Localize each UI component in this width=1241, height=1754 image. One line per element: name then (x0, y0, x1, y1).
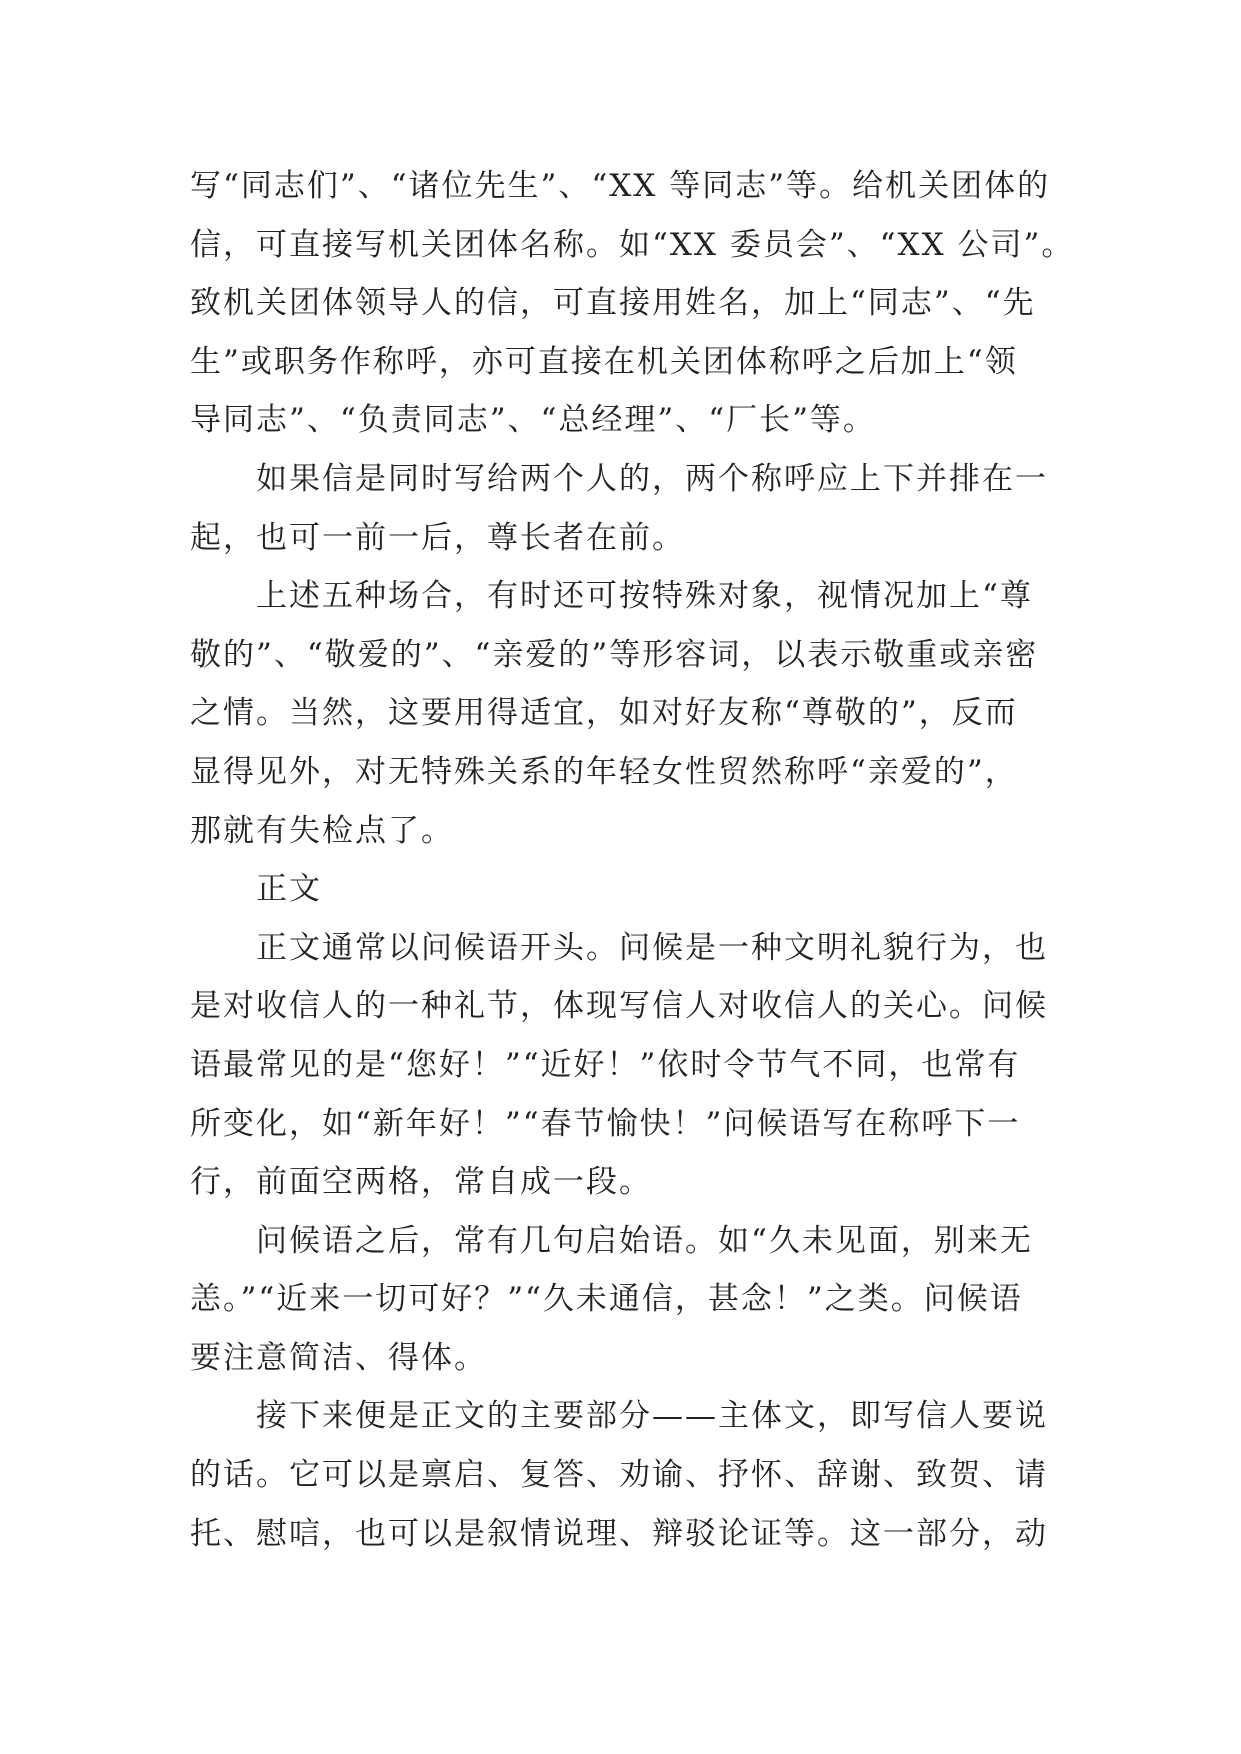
text-line: 致机关团体领导人的信，可直接用姓名，加上“同志”、“先 (190, 285, 1036, 322)
text-line: 语最常见的是“您好！”“近好！”依时令节气不同，也常有 (190, 1046, 1021, 1083)
text-line: 托、慰唁，也可以是叙情说理、辩驳论证等。这一部分，动 (190, 1515, 1048, 1552)
text-line: 的话。它可以是禀启、复答、劝谕、抒怀、辞谢、致贺、请 (190, 1457, 1048, 1494)
text-line: 敬的”、“敬爱的”、“亲爱的”等形容词，以表示敬重或亲密 (190, 636, 1039, 673)
text-line: 起，也可一前一后，尊长者在前。 (190, 519, 685, 556)
text-line: 正文通常以问候语开头。问候是一种文明礼貌行为，也 (190, 929, 1048, 966)
text-line: 那就有失检点了。 (190, 812, 454, 849)
text-line: 所变化，如“新年好！”“春节愉快！”问候语写在称呼下一 (190, 1105, 1021, 1142)
text-line: 要注意简洁、得体。 (190, 1339, 487, 1376)
text-line: 信，可直接写机关团体名称。如“XX 委员会”、“XX 公司”。 (190, 226, 1075, 263)
section-heading: 正文 (190, 871, 322, 908)
text-line: 是对收信人的一种礼节，体现写信人对收信人的关心。问候 (190, 988, 1048, 1025)
text-line: 写“同志们”、“诸位先生”、“XX 等同志”等。给机关团体的 (190, 168, 1051, 204)
text-line: 上述五种场合，有时还可按特殊对象，视情况加上“尊 (190, 578, 1033, 615)
text-line: 接下来便是正文的主要部分——主体文，即写信人要说 (190, 1398, 1048, 1435)
text-line: 问候语之后，常有几句启始语。如“久未见面，别来无 (190, 1222, 1033, 1259)
body-text (190, 157, 1075, 1563)
text-line: 恙。”“近来一切可好？”“久未通信，甚念！”之类。问候语 (190, 1281, 1023, 1318)
text-line: 行，前面空两格，常自成一段。 (190, 1164, 652, 1201)
text-line: 显得见外，对无特殊关系的年轻女性贸然称呼“亲爱的”， (190, 753, 1018, 790)
text-line: 生”或职务作称呼，亦可直接在机关团体称呼之后加上“领 (190, 343, 1018, 380)
text-line: 导同志”、“负责同志”、“总经理”、“厂长”等。 (190, 402, 876, 439)
text-line: 如果信是同时写给两个人的，两个称呼应上下并排在一 (190, 460, 1048, 497)
text-line: 之情。当然，这要用得适宜，如对好友称“尊敬的”，反而 (190, 695, 1018, 732)
